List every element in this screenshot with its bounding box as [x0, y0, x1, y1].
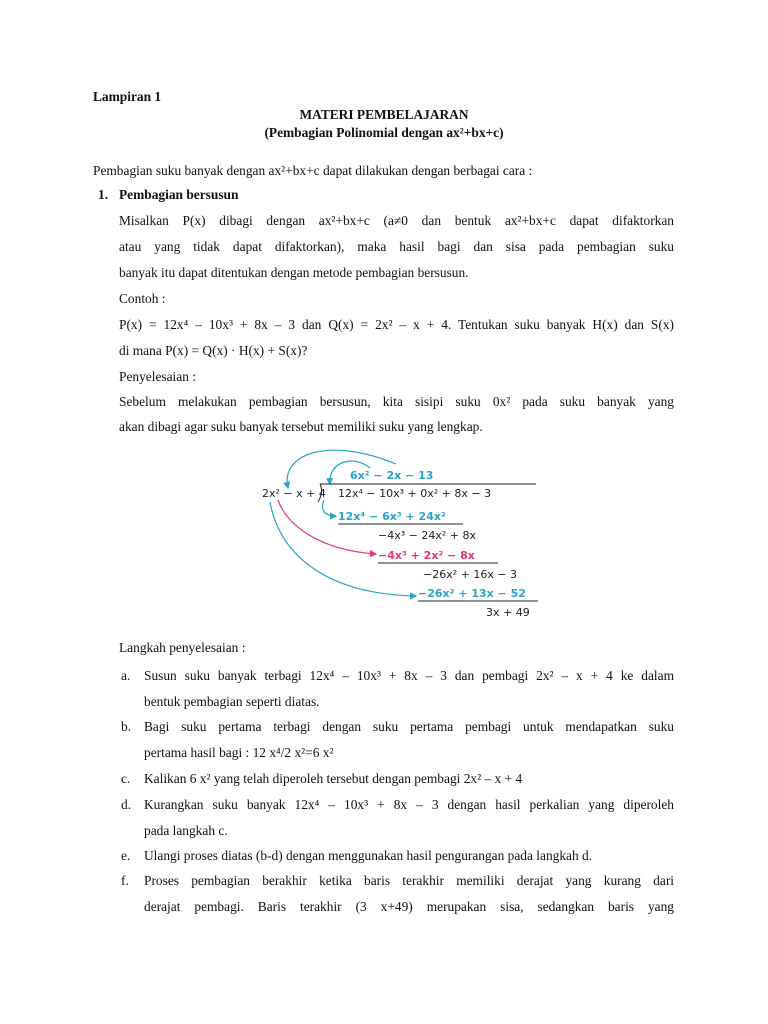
row-subtract-2: −26x² + 16x − 3 [423, 568, 518, 581]
row-multiply-3: −26x² + 13x − 52 [418, 587, 526, 600]
row-subtract-1: −4x³ − 24x² + 8x [378, 529, 476, 542]
step-line: bentuk pembagian seperti diatas. [144, 694, 320, 709]
remainder-text: 3x + 49 [486, 606, 530, 619]
penyelesaian-label: Penyelesaian : [119, 369, 196, 384]
page-title: MATERI PEMBELAJARAN [299, 107, 469, 122]
step-line: Kalikan 6 x² yang telah diperoleh tersebut dengan pembagi 2x² – x + 4 [144, 771, 523, 786]
step-letter: c. [121, 771, 131, 786]
paragraph-line: banyak itu dapat ditentukan dengan metode pembagian bersusun. [119, 265, 469, 280]
row-multiply-1: 12x⁴ − 6x³ + 24x² [338, 510, 446, 523]
blue-arrow [323, 500, 337, 516]
paragraph-line: Misalkan P(x) dibagi dengan ax²+bx+c (a≠0 dan bentuk ax²+bx+c dapat difaktorkan [119, 213, 674, 228]
step-letter: f. [121, 873, 129, 888]
quotient-text: 6x² − 2x − 13 [350, 469, 434, 482]
step-line: pertama hasil bagi : 12 x⁴/2 x²=6 x² [144, 745, 334, 760]
paragraph-line: akan dibagi agar suku banyak tersebut memiliki suku yang lengkap. [119, 419, 483, 434]
step-line: Proses pembagian berakhir ketika baris terakhir memiliki derajat yang kurang dari [144, 873, 674, 888]
section-number: 1. [98, 187, 109, 202]
step-line: Ulangi proses diatas (b-d) dengan menggunakan hasil pengurangan pada langkah d. [144, 848, 593, 863]
step-letter: e. [121, 848, 131, 863]
step-letter: a. [121, 668, 131, 683]
intro-paragraph: Pembagian suku banyak dengan ax²+bx+c dapat dilakukan dengan berbagai cara : [93, 163, 533, 178]
page-subtitle: (Pembagian Polinomial dengan ax²+bx+c) [264, 125, 504, 140]
row-multiply-2: −4x³ + 2x² − 8x [378, 549, 475, 562]
step-line: Susun suku banyak terbagi 12x⁴ – 10x³ + 8x – 3 dan pembagi 2x² – x + 4 ke dalam [144, 668, 674, 683]
contoh-label: Contoh : [119, 291, 166, 306]
paragraph-line: atau yang tidak dapat difaktorkan), maka hasil bagi dan sisa pada pembagian suku [119, 239, 674, 254]
long-division-diagram [258, 444, 540, 622]
section-heading: Pembagian bersusun [119, 187, 239, 202]
step-letter: d. [121, 797, 132, 812]
step-line: pada langkah c. [144, 823, 228, 838]
lampiran-label: Lampiran 1 [93, 89, 162, 104]
dividend-text: 12x⁴ − 10x³ + 0x² + 8x − 3 [338, 487, 492, 500]
pink-arrow [278, 500, 376, 554]
example-line: P(x) = 12x⁴ – 10x³ + 8x – 3 dan Q(x) = 2x² – x + 4. Tentukan suku banyak H(x) dan S(x) [119, 317, 674, 332]
step-line: Bagi suku pertama terbagi dengan suku pertama pembagi untuk mendapatkan suku [144, 719, 674, 734]
divisor-text: 2x² − x + 4 [262, 487, 326, 500]
steps-label: Langkah penyelesaian : [119, 640, 246, 655]
paragraph-line: Sebelum melakukan pembagian bersusun, kita sisipi suku 0x² pada suku banyak yang [119, 394, 674, 409]
example-line: di mana P(x) = Q(x) · H(x) + S(x)? [119, 343, 308, 358]
step-line: derajat pembagi. Baris terakhir (3 x+49) merupakan sisa, sedangkan baris yang [144, 899, 674, 914]
step-letter: b. [121, 719, 132, 734]
step-line: Kurangkan suku banyak 12x⁴ – 10x³ + 8x – 3 dengan hasil perkalian yang diperoleh [144, 797, 674, 812]
